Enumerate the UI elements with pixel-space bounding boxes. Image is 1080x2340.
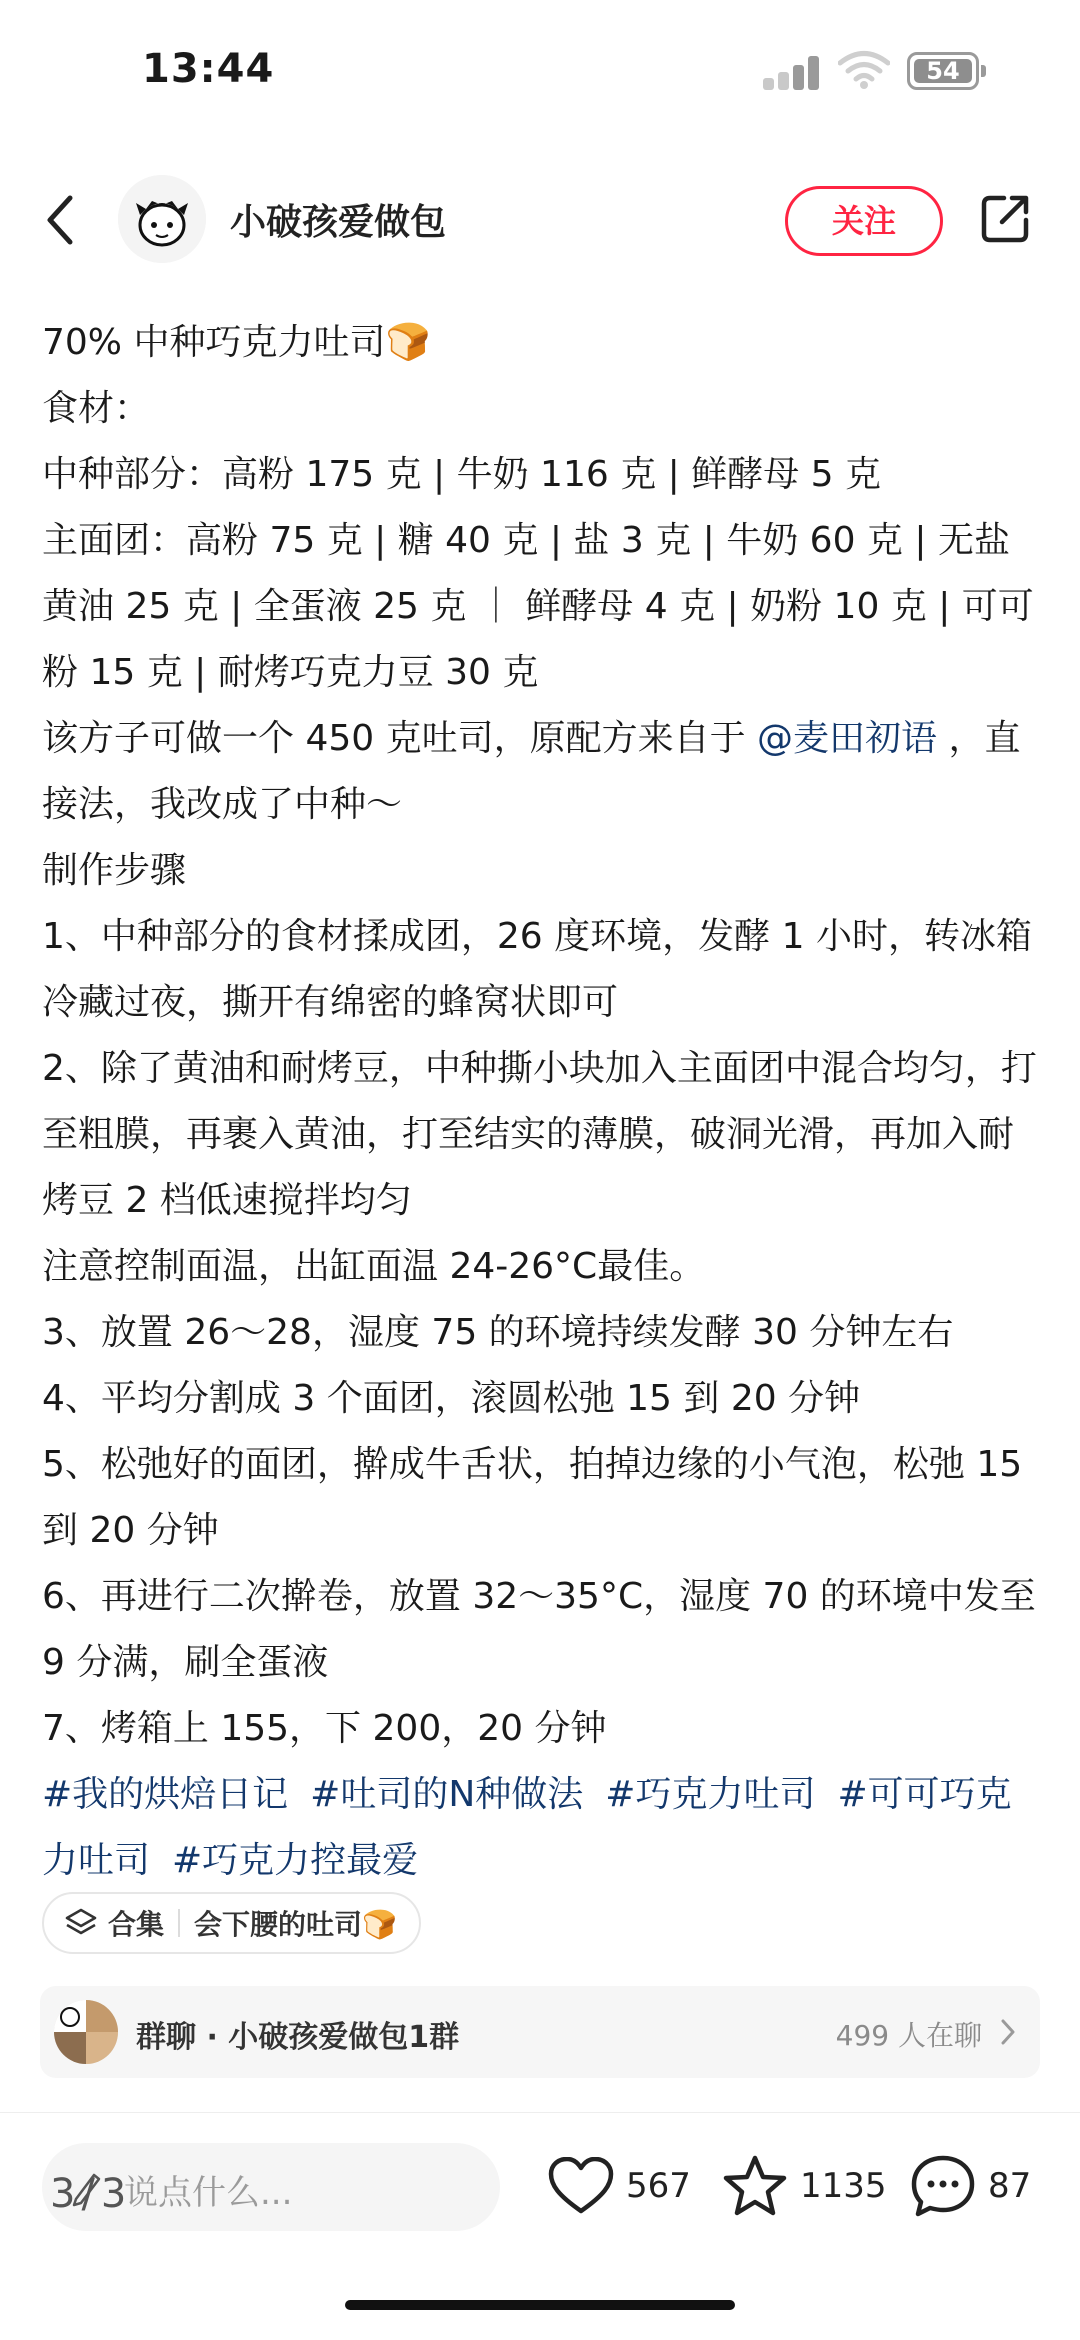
hashtag[interactable]: #可可巧克力吐司 xyxy=(42,1774,1012,1881)
comment-icon xyxy=(910,2154,976,2218)
wifi-icon xyxy=(838,50,890,90)
home-indicator[interactable] xyxy=(345,2300,735,2310)
recipe-source xyxy=(42,706,1042,838)
ingredients-starter: 中种部分：高粉 175 克 | 牛奶 116 克 | 鲜酵母 5 克 xyxy=(42,454,882,495)
status-time: 13:44 xyxy=(142,46,275,92)
group-chat-name: 群聊 · 小破孩爱做包1群 xyxy=(136,2020,460,2055)
hashtag[interactable]: #巧克力吐司 xyxy=(605,1774,816,1815)
group-chat-card[interactable] xyxy=(40,1986,1040,2078)
group-chat-count: 499 人在聊 xyxy=(835,2019,982,2052)
post-header xyxy=(0,170,1080,270)
star-icon xyxy=(722,2155,788,2217)
step-6: 6、再进行二次擀卷，放置 32～35°C，湿度 70 的环境中发至 9 分满，刷全蛋液 xyxy=(42,1576,1036,1683)
comment-count: 87 xyxy=(988,2166,1032,2206)
ingredients-heading: 食材： xyxy=(42,388,151,429)
like-count: 567 xyxy=(626,2166,691,2206)
collection-name: 会下腰的吐司🍞 xyxy=(194,1908,397,1941)
author-avatar[interactable] xyxy=(118,175,206,263)
battery-level: 54 xyxy=(926,57,960,85)
share-icon[interactable] xyxy=(978,190,1034,246)
layers-icon xyxy=(64,1906,98,1940)
status-bar xyxy=(0,0,1080,140)
step-note: 注意控制面温，出缸面温 24-26°C最佳。 xyxy=(42,1246,706,1287)
mention-link[interactable]: @麦田初语 xyxy=(757,718,938,759)
step-2: 2、除了黄油和耐烤豆，中种撕小块加入主面团中混合均匀，打至粗膜，再裹入黄油，打至结实的薄膜，破洞光滑，再加入耐烤豆 2 档低速搅拌均匀 xyxy=(42,1048,1037,1221)
source-prefix: 该方子可做一个 450 克吐司，原配方来自于 xyxy=(42,718,758,759)
back-icon[interactable] xyxy=(40,192,80,248)
comment-placeholder: 说点什么... xyxy=(124,2173,293,2213)
collection-label: 合集 xyxy=(108,1908,165,1941)
step-1: 1、中种部分的食材揉成团，26 度环境，发酵 1 小时，转冰箱冷藏过夜，撕开有绵密的蜂窝状即可 xyxy=(42,916,1032,1023)
comment-button[interactable] xyxy=(910,2151,1031,2221)
step-4: 4、平均分割成 3 个面团，滚圆松弛 15 到 20 分钟 xyxy=(42,1378,861,1419)
battery-icon xyxy=(907,52,979,90)
author-name[interactable]: 小破孩爱做包 xyxy=(230,202,447,243)
image-pager: 3/3 xyxy=(50,2171,133,2217)
chevron-right-icon xyxy=(1000,2018,1016,2046)
ingredients-main-dough: 主面团：高粉 75 克 | 糖 40 克 | 盐 3 克 | 牛奶 60 克 | 无盐黄油 25 克 | 全蛋液 25 克 ｜ 鲜酵母 4 克 | 奶粉 10 克 | 可可粉 15 克 | 耐烤巧克力豆 30 克 xyxy=(42,520,1034,693)
follow-button[interactable]: 关注 xyxy=(785,186,943,256)
post-title: 70% 中种巧克力吐司🍞 xyxy=(42,322,431,363)
favorite-count: 1135 xyxy=(800,2166,887,2206)
source-suffix: ，直接法，我改成了中种～ xyxy=(42,718,1021,825)
hashtag[interactable]: #巧克力控最爱 xyxy=(172,1840,419,1881)
collection-chip[interactable] xyxy=(42,1892,421,1954)
hashtag[interactable]: #我的烘焙日记 xyxy=(42,1774,289,1815)
heart-icon xyxy=(548,2157,614,2215)
hashtag[interactable]: #吐司的N种做法 xyxy=(310,1774,584,1815)
post-content xyxy=(42,310,1042,1894)
cellular-signal-icon xyxy=(763,54,823,90)
divider xyxy=(178,1909,180,1937)
steps-heading: 制作步骤 xyxy=(42,850,187,891)
step-3: 3、放置 26～28，湿度 75 的环境持续发酵 30 分钟左右 xyxy=(42,1312,954,1353)
step-5: 5、松弛好的面团，擀成牛舌状，拍掉边缘的小气泡，松弛 15 到 20 分钟 xyxy=(42,1444,1023,1551)
like-button[interactable] xyxy=(548,2151,691,2221)
group-avatar xyxy=(54,2000,118,2064)
step-7: 7、烤箱上 155，下 200，20 分钟 xyxy=(42,1708,607,1749)
favorite-button[interactable] xyxy=(722,2151,887,2221)
hashtag-list xyxy=(42,1762,1042,1894)
